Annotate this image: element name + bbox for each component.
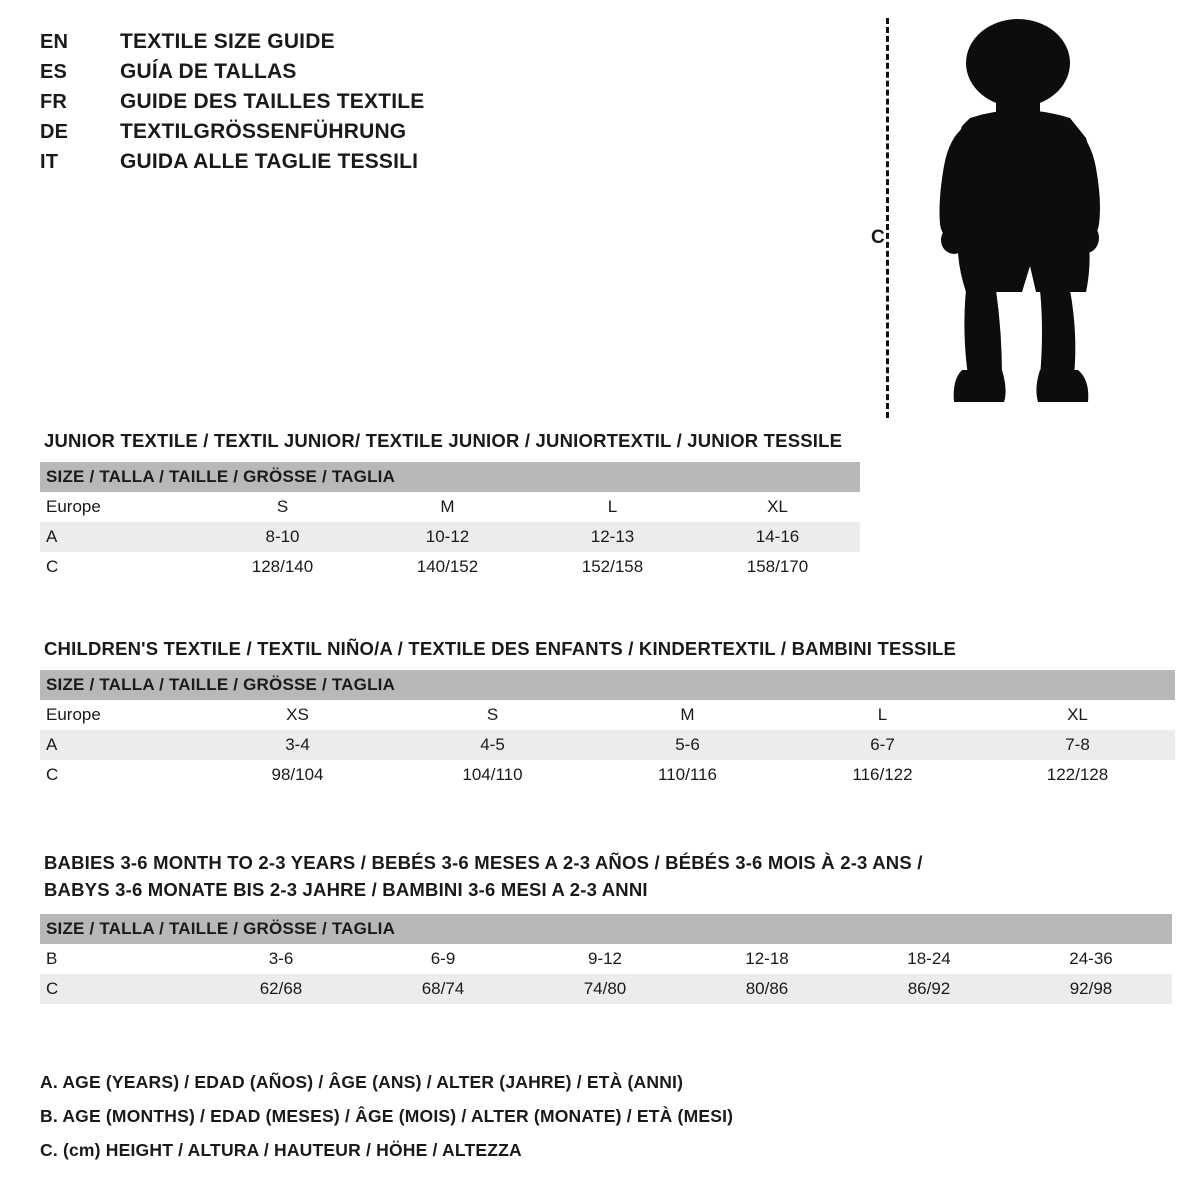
table-row (40, 700, 1175, 730)
section-title-babies (44, 850, 1172, 904)
cell-value: 12-13 (530, 522, 695, 552)
cell-value: 10-12 (365, 522, 530, 552)
cell-value: 92/98 (1010, 974, 1172, 1004)
cell-value: XL (695, 492, 860, 522)
row-label: A (40, 730, 200, 760)
cell-value: 122/128 (980, 760, 1175, 790)
table-row (40, 492, 860, 522)
child-silhouette-icon (900, 18, 1130, 428)
cell-value: M (365, 492, 530, 522)
cell-value: 18-24 (848, 944, 1010, 974)
cell-value: 158/170 (695, 552, 860, 582)
height-measure-label: C (870, 225, 886, 251)
cell-value: XS (200, 700, 395, 730)
cell-value: 4-5 (395, 730, 590, 760)
language-title-it: GUIDA ALLE TAGLIE TESSILI (120, 150, 419, 173)
cell-value: 9-12 (524, 944, 686, 974)
table-row (40, 522, 860, 552)
cell-value: 80/86 (686, 974, 848, 1004)
language-row (40, 60, 640, 90)
table-header-band (40, 462, 860, 492)
table-row (40, 760, 1175, 790)
table-row (40, 974, 1172, 1004)
section-title-babies-line1: BABIES 3-6 MONTH TO 2-3 YEARS / BEBÉS 3-6 MESES A 2-3 AÑOS / BÉBÉS 3-6 MOIS À 2-3 ANS / (44, 852, 923, 873)
cell-value: 14-16 (695, 522, 860, 552)
cell-value: 6-7 (785, 730, 980, 760)
language-row (40, 150, 640, 180)
section-children (40, 638, 1175, 790)
language-code-es: ES (40, 61, 68, 83)
language-title-en: TEXTILE SIZE GUIDE (120, 30, 335, 53)
cell-value: 68/74 (362, 974, 524, 1004)
row-label: B (40, 944, 200, 974)
junior-band-label: SIZE / TALLA / TAILLE / GRÖSSE / TAGLIA (40, 462, 860, 492)
cell-value: 104/110 (395, 760, 590, 790)
language-row (40, 120, 640, 150)
cell-value: 6-9 (362, 944, 524, 974)
language-header (40, 30, 640, 180)
cell-value: 110/116 (590, 760, 785, 790)
cell-value: 74/80 (524, 974, 686, 1004)
cell-value: 86/92 (848, 974, 1010, 1004)
table-row (40, 552, 860, 582)
table-header-band (40, 914, 1172, 944)
cell-value: 116/122 (785, 760, 980, 790)
language-code-fr: FR (40, 91, 68, 113)
cell-value: 152/158 (530, 552, 695, 582)
children-band-label: SIZE / TALLA / TAILLE / GRÖSSE / TAGLIA (40, 670, 1175, 700)
row-label: C (40, 974, 200, 1004)
section-title-children: CHILDREN'S TEXTILE / TEXTIL NIÑO/A / TEXTILE DES ENFANTS / KINDERTEXTIL / BAMBINI TESSILE (44, 638, 956, 659)
cell-value: 7-8 (980, 730, 1175, 760)
cell-value: XL (980, 700, 1175, 730)
height-measure-figure (870, 10, 1140, 420)
cell-value: L (785, 700, 980, 730)
section-babies (40, 850, 1172, 1004)
cell-value: 24-36 (1010, 944, 1172, 974)
cell-value: 3-6 (200, 944, 362, 974)
children-size-table (40, 670, 1175, 790)
cell-value: 98/104 (200, 760, 395, 790)
language-row (40, 30, 640, 60)
legend (40, 1065, 733, 1167)
cell-value: 3-4 (200, 730, 395, 760)
height-dashed-line (886, 18, 889, 418)
cell-value: 8-10 (200, 522, 365, 552)
row-label: C (40, 552, 200, 582)
row-label: C (40, 760, 200, 790)
row-label: Europe (40, 700, 200, 730)
cell-value: L (530, 492, 695, 522)
cell-value: 128/140 (200, 552, 365, 582)
language-code-en: EN (40, 31, 69, 53)
cell-value: S (200, 492, 365, 522)
language-code-it: IT (40, 151, 59, 173)
row-label: A (40, 522, 200, 552)
table-row (40, 944, 1172, 974)
legend-item-b: B. AGE (MONTHS) / EDAD (MESES) / ÂGE (MOIS) / ALTER (MONATE) / ETÀ (MESI) (40, 1106, 734, 1127)
babies-size-table (40, 914, 1172, 1004)
language-row (40, 90, 640, 120)
legend-item-c: C. (cm) HEIGHT / ALTURA / HAUTEUR / HÖHE / ALTEZZA (40, 1140, 522, 1161)
row-label: Europe (40, 492, 200, 522)
cell-value: M (590, 700, 785, 730)
babies-band-label: SIZE / TALLA / TAILLE / GRÖSSE / TAGLIA (40, 914, 1172, 944)
cell-value: 5-6 (590, 730, 785, 760)
cell-value: 12-18 (686, 944, 848, 974)
legend-item-a: A. AGE (YEARS) / EDAD (AÑOS) / ÂGE (ANS) / ALTER (JAHRE) / ETÀ (ANNI) (40, 1072, 684, 1092)
table-row (40, 730, 1175, 760)
junior-size-table (40, 462, 860, 582)
cell-value: 62/68 (200, 974, 362, 1004)
section-title-babies-line2: BABYS 3-6 MONATE BIS 2-3 JAHRE / BAMBINI 3-6 MESI A 2-3 ANNI (44, 878, 648, 900)
language-title-fr: GUIDE DES TAILLES TEXTILE (120, 90, 425, 113)
cell-value: S (395, 700, 590, 730)
cell-value: 140/152 (365, 552, 530, 582)
language-title-de: TEXTILGRÖSSENFÜHRUNG (120, 120, 407, 143)
language-title-es: GUÍA DE TALLAS (120, 60, 297, 83)
table-header-band (40, 670, 1175, 700)
language-code-de: DE (40, 121, 69, 143)
section-junior (40, 430, 860, 582)
section-title-junior: JUNIOR TEXTILE / TEXTIL JUNIOR/ TEXTILE JUNIOR / JUNIORTEXTIL / JUNIOR TESSILE (44, 430, 843, 451)
